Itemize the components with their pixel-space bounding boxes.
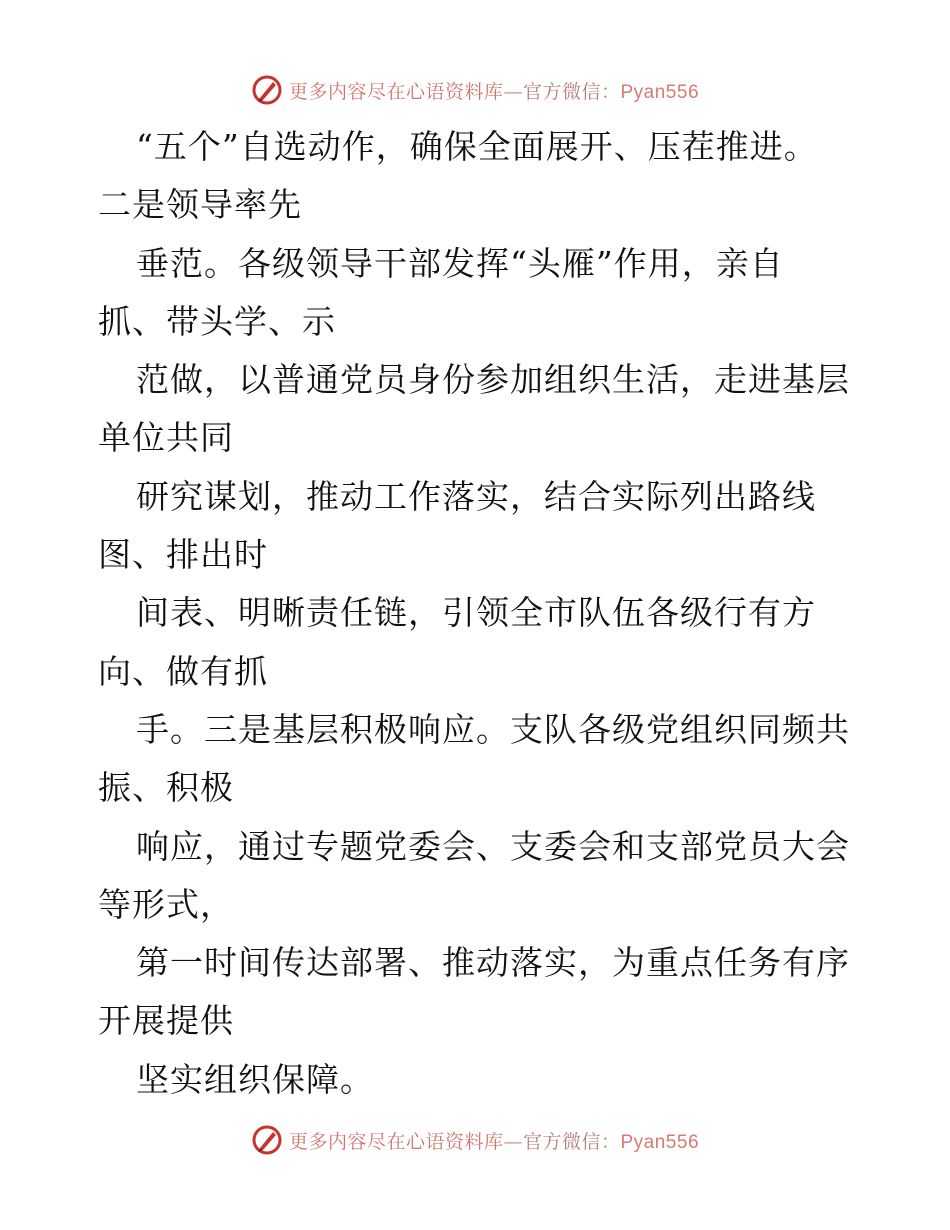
watermark-brand: 更多内容尽在心语资料库	[288, 1130, 504, 1153]
text-line: 二是领导率先	[98, 185, 302, 225]
pen-logo-icon	[251, 74, 283, 106]
text-line: 间表、明晰责任链，引领全市队伍各级行有方	[136, 593, 816, 633]
watermark-wechat-label: 官方微信：	[522, 80, 621, 103]
watermark-wechat-label: 官方微信：	[522, 1130, 621, 1153]
text-line: 垂范。各级领导干部发挥“头雁”作用，亲自	[136, 243, 784, 283]
watermark-handle: Pyan556	[620, 81, 700, 103]
watermark-footer	[0, 1120, 950, 1160]
text-line: 开展提供	[98, 1001, 234, 1041]
text-line: 单位共同	[98, 418, 234, 458]
text-line: 抓、带头学、示	[98, 301, 336, 341]
text-line: 坚实组织保障。	[136, 1059, 374, 1099]
pen-logo-icon	[251, 1124, 283, 1156]
watermark-handle: Pyan556	[620, 1131, 700, 1153]
text-line: 振、积极	[98, 768, 234, 808]
watermark-separator: —	[503, 1130, 523, 1153]
watermark-brand: 更多内容尽在心语资料库	[288, 80, 504, 103]
watermark-header	[0, 70, 950, 110]
document-body	[0, 118, 950, 1109]
text-line: 研究谋划，推动工作落实，结合实际列出路线	[136, 476, 816, 516]
text-line: 响应，通过专题党委会、支委会和支部党员大会	[136, 826, 850, 866]
text-line: 等形式，	[98, 884, 234, 924]
text-line: 向、做有抓	[98, 651, 268, 691]
text-line: 范做，以普通党员身份参加组织生活，走进基层	[136, 360, 850, 400]
text-line: 图、排出时	[98, 535, 268, 575]
text-line: “五个”自选动作，确保全面展开、压茬推进。	[136, 127, 818, 166]
watermark-separator: —	[503, 80, 523, 103]
text-line: 第一时间传达部署、推动落实，为重点任务有序	[136, 943, 850, 983]
text-line: 手。三是基层积极响应。支队各级党组织同频共	[136, 709, 850, 749]
